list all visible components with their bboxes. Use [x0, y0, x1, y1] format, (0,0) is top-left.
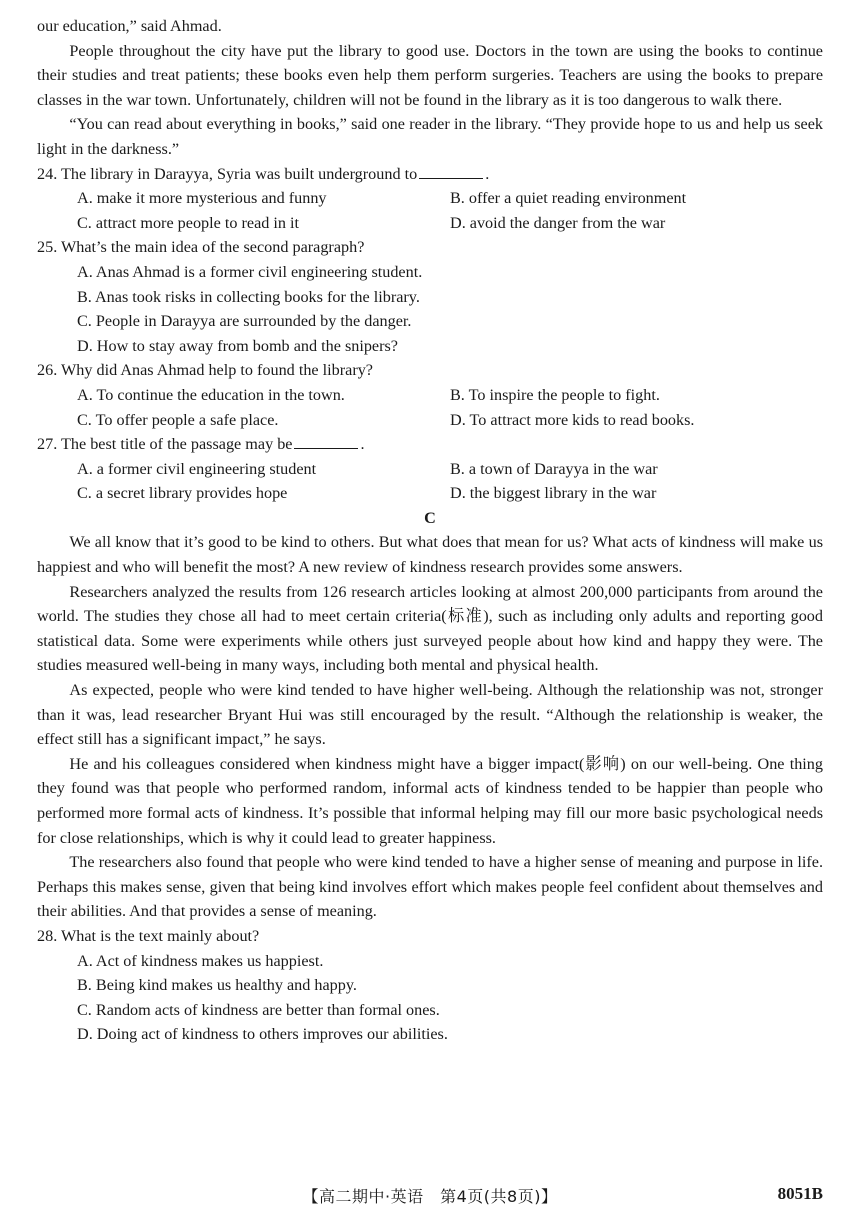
option-c: C. a secret library provides hope: [77, 484, 288, 503]
answer-blank: [419, 164, 483, 179]
question-27: [37, 432, 823, 457]
question-25-stem: 25. What’s the main idea of the second paragraph?: [37, 238, 365, 257]
question-24-stem-end: .: [485, 164, 490, 183]
section-c-paragraph-4: He and his colleagues considered when kindness might have a bigger impact(影响) on our well-being. One thing they found was that people who performed random, informal acts of kindness tended to be happier than people who performed more formal acts of kindness. It’s possible that informal helping may fill our more basic psychological needs for close relationships, which is why it could lead to greater happiness.: [37, 754, 823, 847]
question-24-stem: 24. The library in Darayya, Syria was built underground to: [37, 164, 418, 183]
option-d: D. How to stay away from bomb and the snipers?: [77, 336, 398, 355]
question-27-options: [37, 457, 823, 506]
option-c: C. People in Darayya are surrounded by the danger.: [77, 312, 412, 331]
section-c-heading: C: [424, 508, 436, 527]
option-a: A. To continue the education in the town.: [77, 385, 345, 404]
question-26-options: [37, 383, 823, 432]
section-c-paragraph-1: We all know that it’s good to be kind to others. But what does that mean for us? What acts of kindness will make us happiest and who will benefit the most? A new review of kindness research provides some answers.: [37, 533, 823, 577]
option-b: B. Anas took risks in collecting books for the library.: [77, 287, 420, 306]
question-26-stem: 26. Why did Anas Ahmad help to found the library?: [37, 361, 373, 380]
exam-page: [37, 14, 823, 1047]
option-c: C. To offer people a safe place.: [77, 410, 279, 429]
question-24: [37, 162, 823, 187]
page-footer: [0, 1184, 860, 1210]
section-c-paragraph-5: The researchers also found that people who were kind tended to have a higher sense of meaning and purpose in life. Perhaps this makes sense, given that being kind involves effort which makes people feel confident about themselves and their abilities. And that provides a sense of meaning.: [37, 853, 823, 921]
option-c: C. attract more people to read in it: [77, 213, 300, 232]
passage-b-tail-paragraph-2: People throughout the city have put the library to good use. Doctors in the town are using the books to continue their studies and treat patients; these books even help them perform surgeries. Teachers are using the books to prepare classes in the war town. Unfortunately, children will not be found in the library as it is too dangerous to walk there.: [37, 41, 823, 109]
option-d: D. avoid the danger from the war: [450, 213, 666, 232]
option-a: A. Act of kindness makes us happiest.: [77, 951, 324, 970]
answer-blank: [294, 434, 358, 449]
option-d: D. the biggest library in the war: [450, 484, 657, 503]
passage-b-tail-paragraph-1: our education,” said Ahmad.: [37, 17, 222, 35]
passage-b-tail-paragraph-3: “You can read about everything in books,” said one reader in the library. “They provide hope to us and help us seek light in the darkness.”: [37, 115, 823, 158]
option-b: B. offer a quiet reading environment: [450, 189, 687, 208]
question-25-options: [37, 260, 823, 358]
question-24-options: [37, 186, 823, 235]
option-c: C. Random acts of kindness are better than formal ones.: [77, 1000, 440, 1019]
section-c-paragraph-3: As expected, people who were kind tended to have higher well-being. Although the relationship was not, stronger than it was, lead researcher Bryant Hui was still encouraged by the result. “Although the relationship is weaker, the effect still has a significant impact,” he says.: [37, 681, 823, 749]
exam-code: 8051B: [777, 1184, 823, 1203]
option-b: B. Being kind makes us healthy and happy.: [77, 976, 357, 995]
question-28-stem: 28. What is the text mainly about?: [37, 926, 260, 945]
option-a: A. make it more mysterious and funny: [77, 189, 327, 208]
option-b: B. To inspire the people to fight.: [450, 385, 660, 404]
option-d: D. To attract more kids to read books.: [450, 410, 695, 429]
section-c-paragraph-2: Researchers analyzed the results from 126 research articles looking at almost 200,000 participants from around the world. The studies they chose all had to meet certain criteria(标准), such as including only adults and reporting good statistical data. Some were experiments while others just surveyed people about how kind and happy they were. The studies measured well-being in many ways, including both mental and physical health.: [37, 582, 823, 675]
page-number-label: 【高二期中·英语 第4页(共8页)】: [302, 1187, 558, 1206]
question-27-stem-end: .: [360, 435, 365, 454]
question-27-stem: 27. The best title of the passage may be: [37, 435, 293, 454]
option-a: A. a former civil engineering student: [77, 459, 317, 478]
option-b: B. a town of Darayya in the war: [450, 459, 658, 478]
option-d: D. Doing act of kindness to others improves our abilities.: [77, 1025, 448, 1044]
question-28-options: [37, 949, 823, 1047]
option-a: A. Anas Ahmad is a former civil engineering student.: [77, 262, 423, 281]
